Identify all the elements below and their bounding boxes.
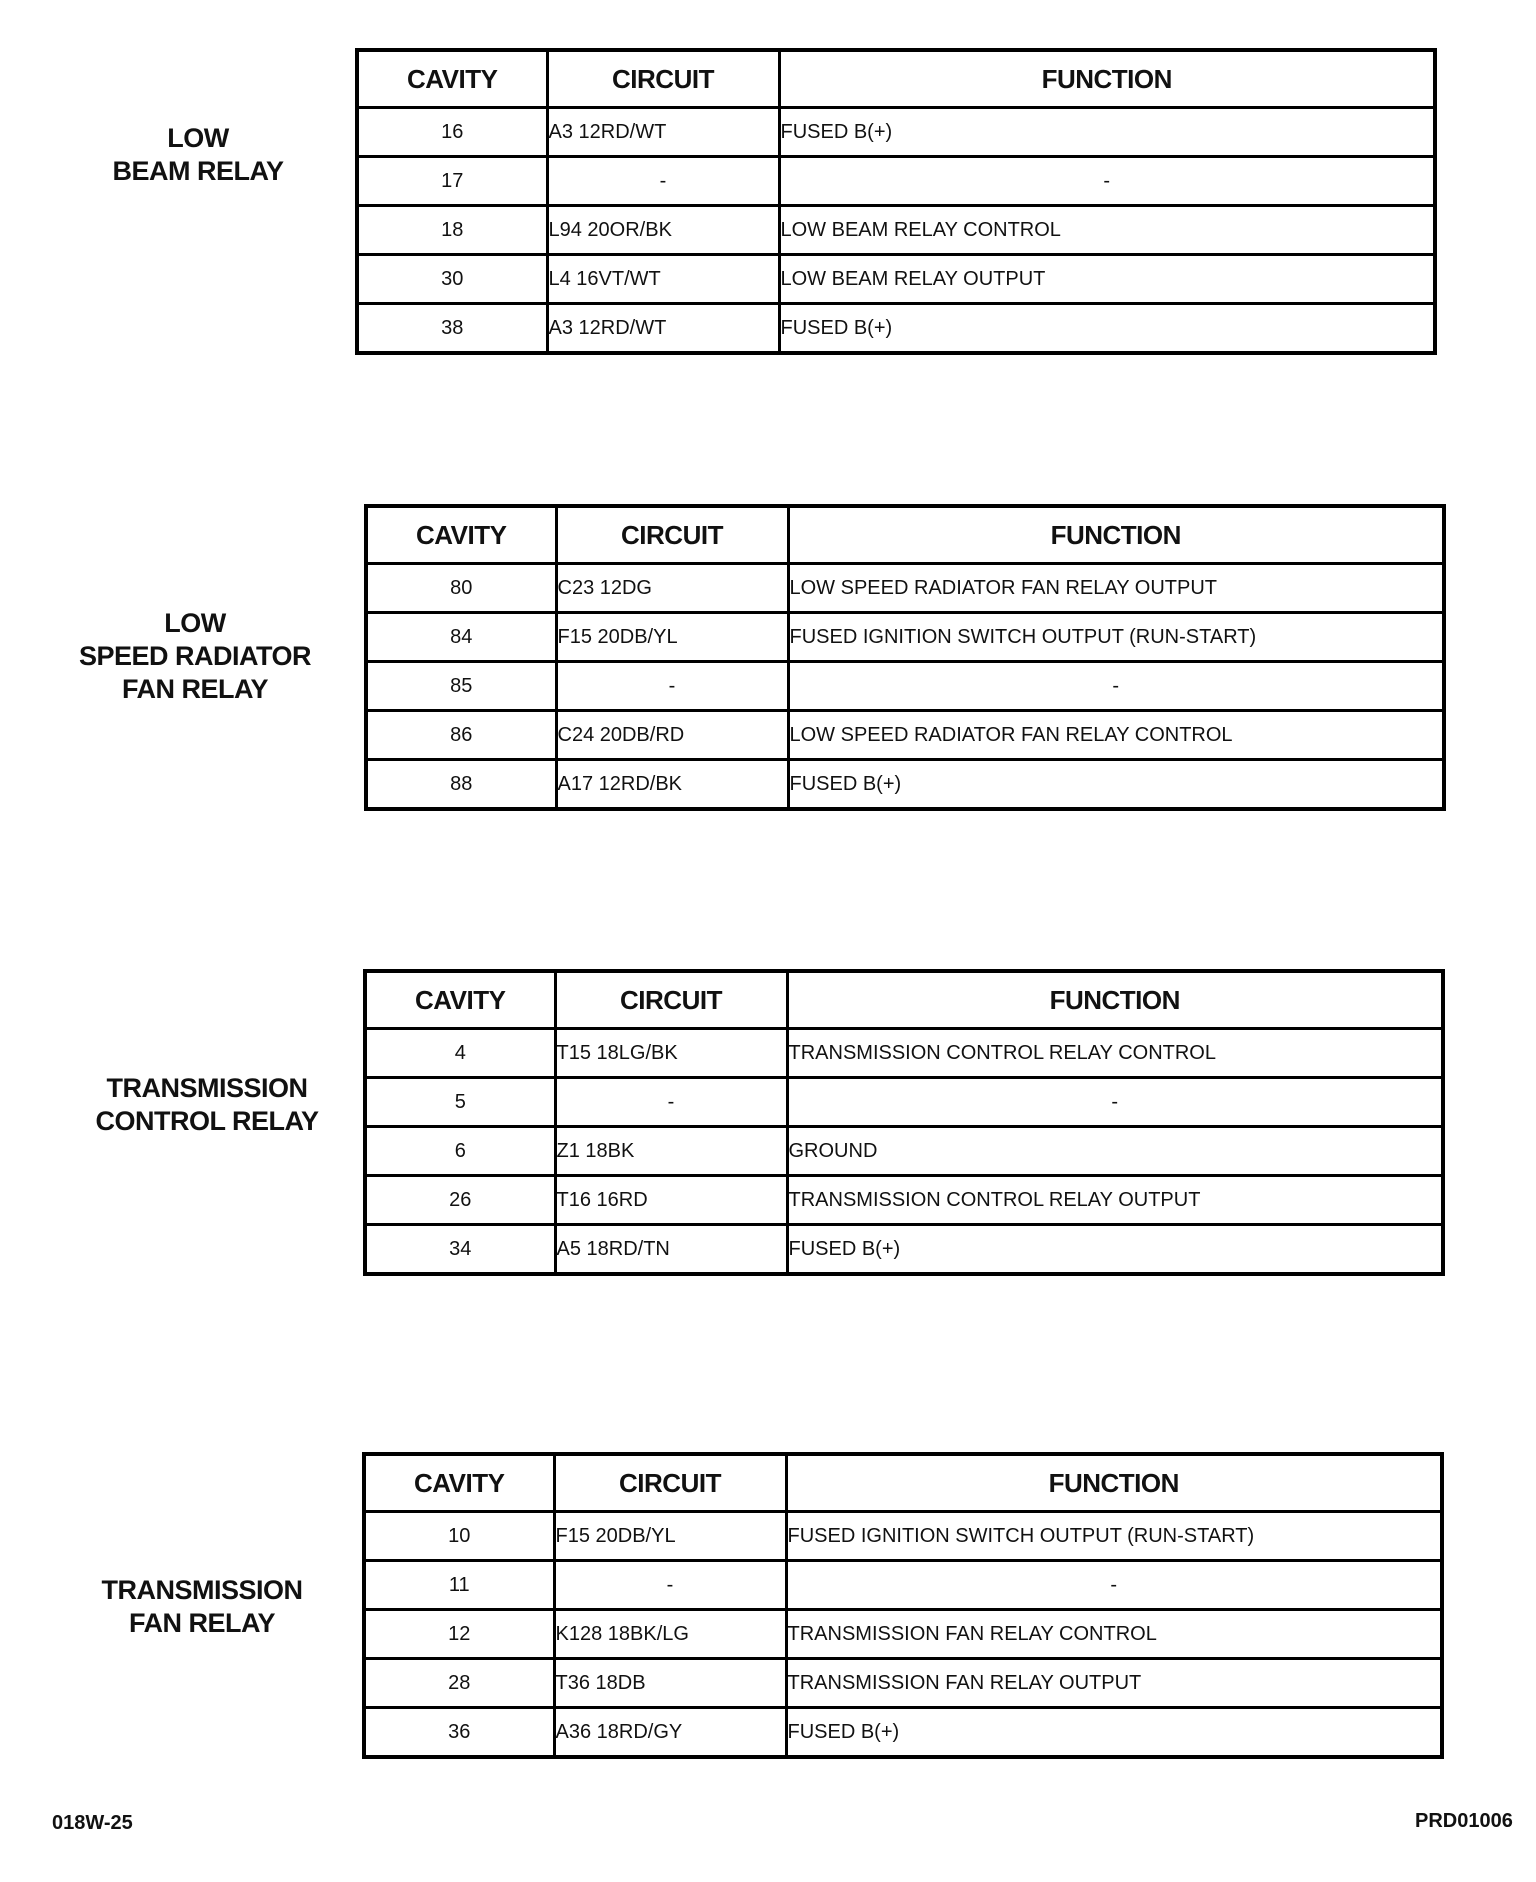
cell-function: -	[787, 1078, 1443, 1127]
cell-function: -	[786, 1561, 1442, 1610]
label-line: LOW	[164, 608, 226, 638]
table-row	[365, 1029, 1443, 1078]
header-row	[366, 506, 1444, 564]
cell-cavity: 88	[366, 760, 556, 810]
cell-cavity: 84	[366, 613, 556, 662]
cell-circuit: F15 20DB/YL	[554, 1512, 786, 1561]
cell-function: LOW SPEED RADIATOR FAN RELAY OUTPUT	[788, 564, 1444, 613]
cell-cavity: 12	[364, 1610, 554, 1659]
section-label	[57, 1072, 357, 1138]
cell-circuit: A17 12RD/BK	[556, 760, 788, 810]
cell-function: TRANSMISSION FAN RELAY CONTROL	[786, 1610, 1442, 1659]
table-row	[357, 304, 1435, 354]
table-row	[364, 1610, 1442, 1659]
cell-circuit: C24 20DB/RD	[556, 711, 788, 760]
cell-cavity: 26	[365, 1176, 555, 1225]
table-row	[365, 1176, 1443, 1225]
cell-function: GROUND	[787, 1127, 1443, 1176]
cell-function: LOW SPEED RADIATOR FAN RELAY CONTROL	[788, 711, 1444, 760]
cell-circuit: L4 16VT/WT	[547, 255, 779, 304]
table-row	[364, 1708, 1442, 1758]
cell-cavity: 16	[357, 108, 547, 157]
cell-cavity: 85	[366, 662, 556, 711]
table-row	[357, 206, 1435, 255]
header-function: FUNCTION	[779, 50, 1435, 108]
table-row	[357, 157, 1435, 206]
table-row	[357, 108, 1435, 157]
section-label	[48, 122, 348, 188]
cell-circuit: L94 20OR/BK	[547, 206, 779, 255]
label-line: LOW	[167, 123, 229, 153]
cell-circuit: T16 16RD	[555, 1176, 787, 1225]
label-line: FAN RELAY	[121, 674, 269, 704]
table-row	[364, 1561, 1442, 1610]
cell-cavity: 30	[357, 255, 547, 304]
cell-function: -	[788, 662, 1444, 711]
cell-circuit: -	[547, 157, 779, 206]
cell-cavity: 36	[364, 1708, 554, 1758]
cell-circuit: A5 18RD/TN	[555, 1225, 787, 1275]
cell-cavity: 11	[364, 1561, 554, 1610]
cell-function: FUSED B(+)	[788, 760, 1444, 810]
label-line: CONTROL RELAY	[95, 1106, 319, 1136]
cell-function: LOW BEAM RELAY CONTROL	[779, 206, 1435, 255]
table-row	[366, 613, 1444, 662]
table-row	[365, 1225, 1443, 1275]
section-label	[52, 1574, 352, 1640]
table-row	[366, 662, 1444, 711]
header-circuit: CIRCUIT	[556, 506, 788, 564]
header-cavity: CAVITY	[366, 506, 556, 564]
header-cavity: CAVITY	[364, 1454, 554, 1512]
cell-function: FUSED B(+)	[787, 1225, 1443, 1275]
pinout-table	[364, 504, 1446, 811]
footer-right-code: PRD01006	[1415, 1810, 1513, 1832]
cell-function: TRANSMISSION CONTROL RELAY CONTROL	[787, 1029, 1443, 1078]
cell-cavity: 4	[365, 1029, 555, 1078]
pinout-table	[362, 1452, 1444, 1759]
cell-circuit: C23 12DG	[556, 564, 788, 613]
pinout-table	[363, 969, 1445, 1276]
cell-function: -	[779, 157, 1435, 206]
footer-left-code: 018W-25	[52, 1812, 133, 1834]
cell-circuit: Z1 18BK	[555, 1127, 787, 1176]
table-row	[357, 255, 1435, 304]
header-function: FUNCTION	[787, 971, 1443, 1029]
cell-circuit: -	[555, 1078, 787, 1127]
cell-circuit: -	[556, 662, 788, 711]
cell-function: FUSED IGNITION SWITCH OUTPUT (RUN-START)	[788, 613, 1444, 662]
cell-cavity: 17	[357, 157, 547, 206]
cell-function: TRANSMISSION FAN RELAY OUTPUT	[786, 1659, 1442, 1708]
table-row	[366, 760, 1444, 810]
cell-circuit: F15 20DB/YL	[556, 613, 788, 662]
cell-cavity: 5	[365, 1078, 555, 1127]
cell-cavity: 34	[365, 1225, 555, 1275]
cell-circuit: A36 18RD/GY	[554, 1708, 786, 1758]
cell-circuit: T36 18DB	[554, 1659, 786, 1708]
cell-function: FUSED B(+)	[779, 108, 1435, 157]
cell-function: FUSED B(+)	[779, 304, 1435, 354]
header-cavity: CAVITY	[357, 50, 547, 108]
table-row	[364, 1659, 1442, 1708]
cell-circuit: A3 12RD/WT	[547, 304, 779, 354]
cell-function: TRANSMISSION CONTROL RELAY OUTPUT	[787, 1176, 1443, 1225]
cell-circuit: A3 12RD/WT	[547, 108, 779, 157]
label-line: SPEED RADIATOR	[78, 641, 312, 671]
cell-cavity: 6	[365, 1127, 555, 1176]
header-function: FUNCTION	[786, 1454, 1442, 1512]
header-function: FUNCTION	[788, 506, 1444, 564]
header-circuit: CIRCUIT	[554, 1454, 786, 1512]
table-row	[366, 711, 1444, 760]
header-row	[357, 50, 1435, 108]
cell-circuit: K128 18BK/LG	[554, 1610, 786, 1659]
cell-circuit: T15 18LG/BK	[555, 1029, 787, 1078]
cell-circuit: -	[554, 1561, 786, 1610]
header-row	[364, 1454, 1442, 1512]
label-line: TRANSMISSION	[106, 1073, 308, 1103]
header-cavity: CAVITY	[365, 971, 555, 1029]
table-row	[364, 1512, 1442, 1561]
cell-cavity: 38	[357, 304, 547, 354]
label-line: FAN RELAY	[128, 1608, 276, 1638]
cell-cavity: 18	[357, 206, 547, 255]
table-row	[365, 1078, 1443, 1127]
table-row	[366, 564, 1444, 613]
section-label	[45, 607, 345, 706]
label-line: TRANSMISSION	[101, 1575, 303, 1605]
header-row	[365, 971, 1443, 1029]
cell-cavity: 86	[366, 711, 556, 760]
cell-cavity: 80	[366, 564, 556, 613]
cell-cavity: 10	[364, 1512, 554, 1561]
label-line: BEAM RELAY	[112, 156, 284, 186]
table-row	[365, 1127, 1443, 1176]
pinout-table	[355, 48, 1437, 355]
header-circuit: CIRCUIT	[555, 971, 787, 1029]
cell-function: FUSED B(+)	[786, 1708, 1442, 1758]
cell-function: LOW BEAM RELAY OUTPUT	[779, 255, 1435, 304]
cell-cavity: 28	[364, 1659, 554, 1708]
header-circuit: CIRCUIT	[547, 50, 779, 108]
cell-function: FUSED IGNITION SWITCH OUTPUT (RUN-START)	[786, 1512, 1442, 1561]
